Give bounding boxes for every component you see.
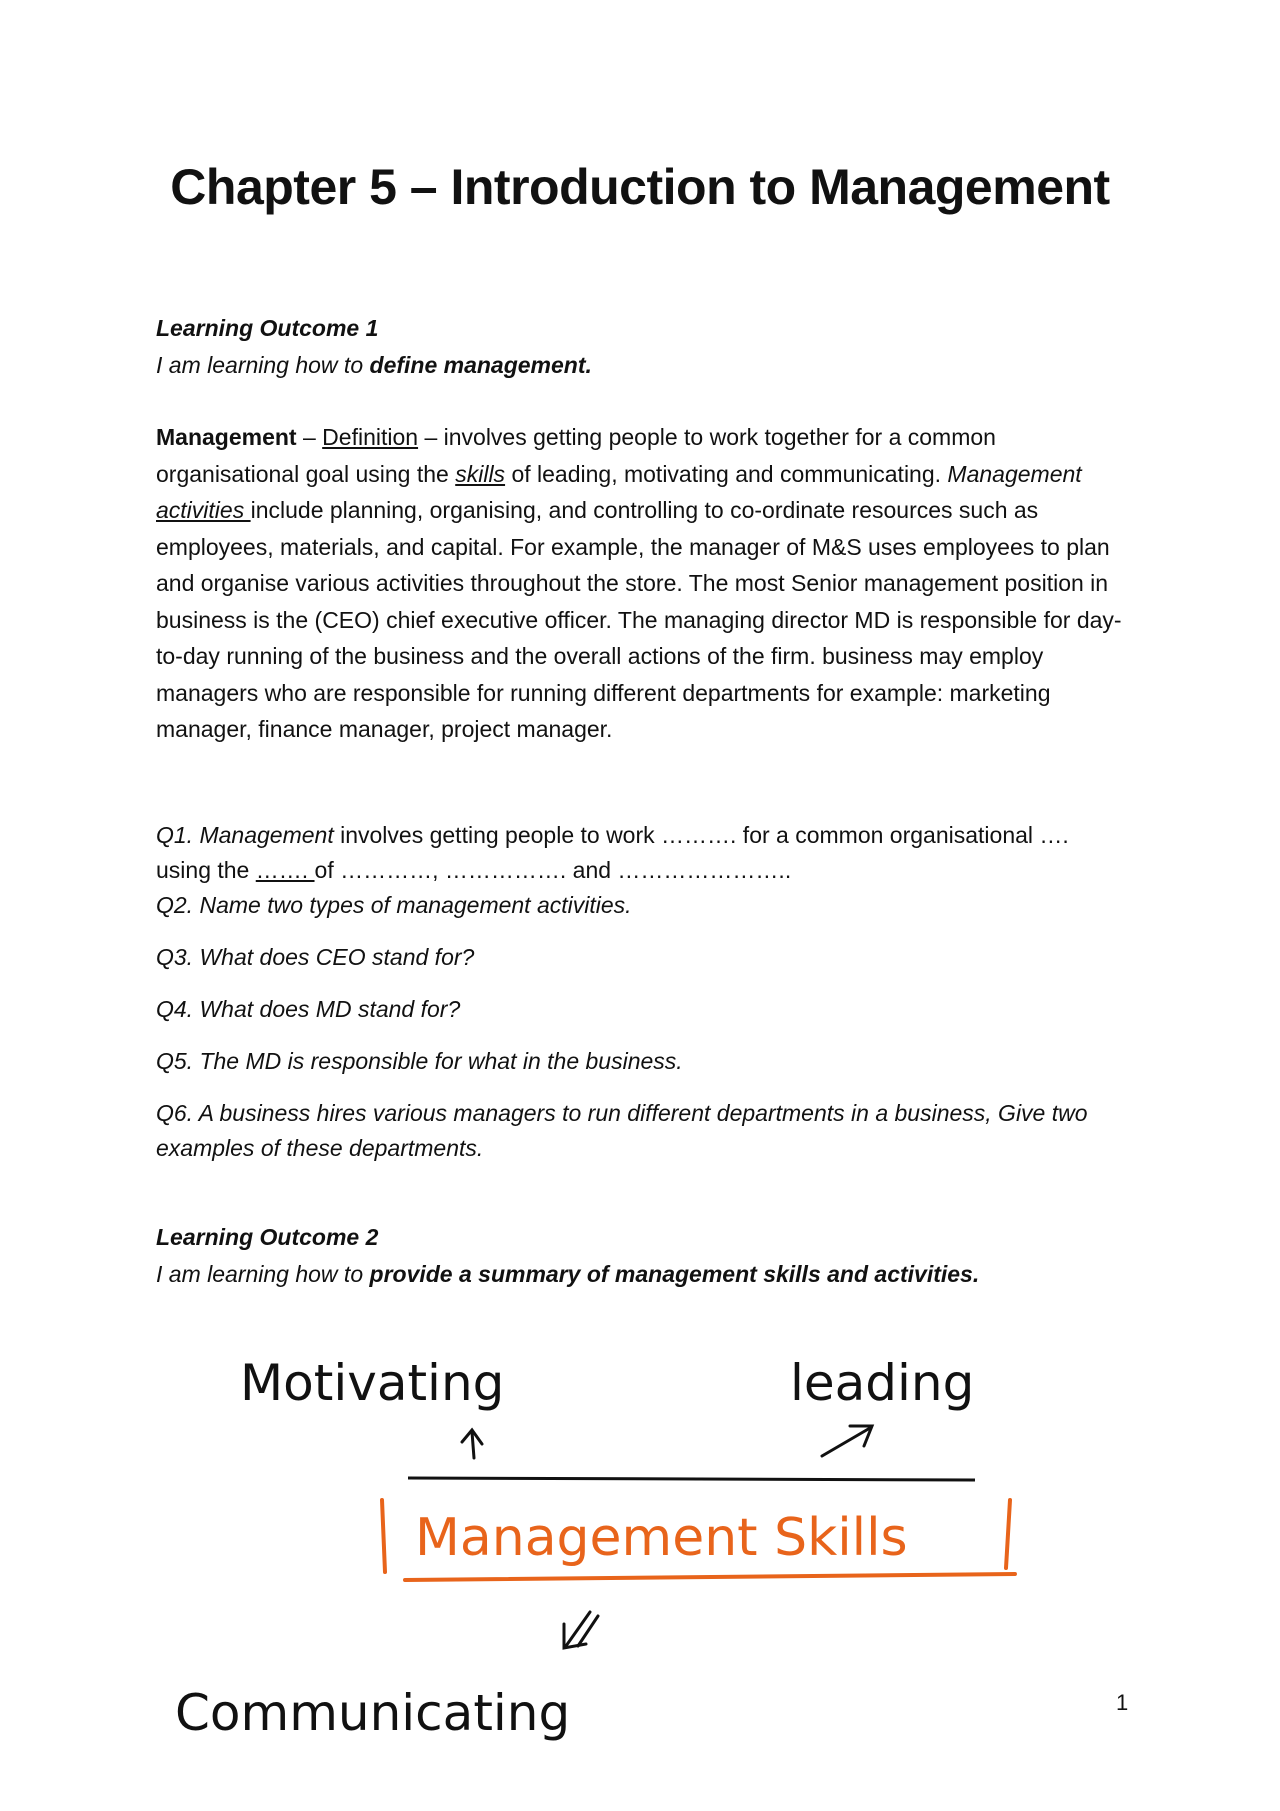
q1-management: Management [199,822,334,848]
lo1-goal: define management. [369,351,592,378]
motivating-label: Motivating [240,1354,505,1412]
page-number: 1 [1116,1690,1129,1715]
definition-text-2: of leading, motivating and communicating. [505,460,948,487]
question-1 [156,818,1126,888]
motivating-arrow-icon [462,1430,482,1458]
question-2: Q2. Name two types of management activities. [156,892,632,918]
question-6: Q6. A business hires various managers to run different departments in a business, Give two examples of these departments. [156,1100,1088,1161]
definition-term: Management [156,424,297,450]
q1-blank: ……. [255,857,315,883]
lo2-heading: Learning Outcome 2 [156,1224,379,1250]
question-5: Q5. The MD is responsible for what in the business. [156,1048,683,1074]
lo1-intro: I am learning how to [156,351,370,378]
leading-label: leading [790,1354,975,1412]
definition-management: Management [947,460,1082,487]
management-skills-diagram [0,1320,1280,1760]
definition-text-1: – involves getting people to work together for a common organisational goal using the [156,424,996,487]
question-4: Q4. What does MD stand for? [156,996,461,1022]
learning-outcome-2 [156,1219,1126,1292]
communicating-arrow-icon [564,1612,598,1648]
learning-outcome-1 [156,310,1126,383]
lo2-intro: I am learning how to [156,1260,370,1287]
communicating-label: Communicating [175,1684,571,1742]
top-underline [408,1478,975,1480]
management-definition-paragraph [156,419,1126,748]
definition-skills: skills [455,460,506,487]
definition-text-3: include planning, organising, and controlling to co-ordinate resources such as employees, materials, and capital. For example, the manager of M&S uses employees to plan and organise various activities throughout the store. The most Senior management position in business is the (CEO) chief executive officer. The managing director MD is responsible for day-to-day running of the business and the overall actions of the firm. business may employ managers who are responsible for running different departments for example: marketing manager, finance manager, project manager. [156,497,1122,742]
q1-number: Q1. [156,822,200,848]
q1-text: involves getting people to work ………. for a common organisational …. using the [156,822,1069,883]
question-3: Q3. What does CEO stand for? [156,944,475,970]
q1-text-end: of …………, ……………. and ………………….. [314,857,792,883]
page-title: Chapter 5 – Introduction to Management [170,159,1110,215]
definition-label: Definition [322,424,419,450]
definition-activities: activities [156,497,251,523]
lo2-goal: provide a summary of management skills and activities. [369,1260,980,1287]
definition-dash: – [296,424,323,450]
management-skills-label: Management Skills [415,1508,908,1568]
leading-arrow-icon [822,1426,872,1456]
lo1-heading: Learning Outcome 1 [156,315,379,341]
